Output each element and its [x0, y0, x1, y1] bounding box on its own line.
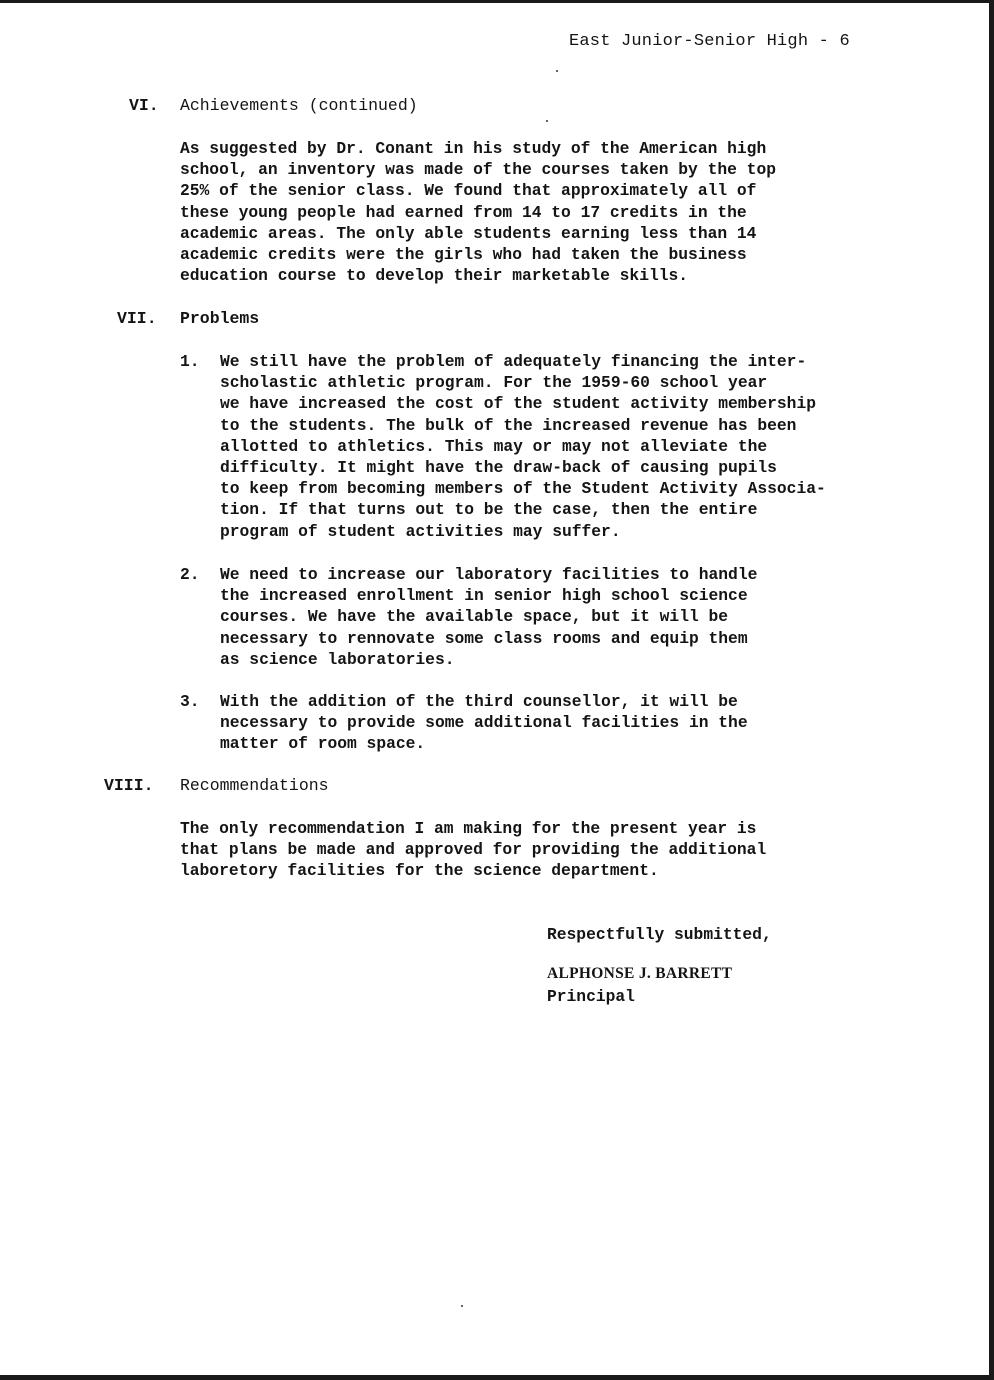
paragraph-line: these young people had earned from 14 to 17 credits in the — [180, 202, 747, 222]
paragraph-line: The only recommendation I am making for the present year is — [180, 819, 757, 838]
page-header: East Junior-Senior High - 6 — [569, 32, 850, 51]
paragraph-line: school, an inventory was made of the courses taken by the top — [180, 160, 776, 180]
page-edge-right — [989, 0, 994, 1380]
paragraph-line: academic areas. The only able students earning less than 14 — [180, 223, 757, 243]
scan-speck — [461, 1305, 463, 1307]
item-number: 2. — [180, 565, 200, 584]
page-edge-bottom — [0, 1375, 994, 1380]
section-number: VII. — [117, 309, 157, 328]
paragraph-line: 25% of the senior class. We found that approximately all of — [180, 181, 757, 201]
paragraph-line: that plans be made and approved for providing the additional — [180, 840, 767, 860]
item-number: 3. — [180, 692, 200, 711]
item-number: 1. — [180, 352, 200, 371]
item-line: we have increased the cost of the student activity membership — [220, 394, 816, 414]
scan-speck — [546, 120, 548, 122]
item-line: We need to increase our laboratory facilities to handle — [220, 565, 758, 584]
page-edge-top — [0, 0, 994, 3]
item-line: We still have the problem of adequately financing the inter- — [220, 352, 807, 371]
item-line: the increased enrollment in senior high school science — [220, 586, 748, 606]
paragraph-line: laboretory facilities for the science department. — [180, 861, 659, 881]
section-number: VI. — [129, 96, 159, 115]
section-title: Recommendations — [180, 776, 329, 795]
item-text — [220, 351, 826, 542]
scan-speck — [556, 70, 558, 72]
item-line: scholastic athletic program. For the 1959-60 school year — [220, 373, 768, 393]
paragraph-line: academic credits were the girls who had taken the business — [180, 245, 747, 265]
section-title: Problems — [180, 309, 260, 328]
item-text — [220, 564, 757, 670]
signer-title: Principal — [547, 987, 635, 1006]
item-line: program of student activities may suffer. — [220, 521, 621, 541]
signer-name: ALPHONSE J. BARRETT — [547, 965, 733, 982]
section-number: VIII. — [104, 776, 154, 795]
item-line: as science laboratories. — [220, 649, 455, 669]
paragraph-line: As suggested by Dr. Conant in his study of the American high — [180, 139, 767, 158]
item-line: to the students. The bulk of the increased revenue has been — [220, 415, 797, 435]
closing-line: Respectfully submitted, — [547, 925, 772, 944]
item-line: courses. We have the available space, but it will be — [220, 607, 729, 627]
paragraph-line: education course to develop their marketable skills. — [180, 266, 689, 286]
item-line: matter of room space. — [220, 734, 426, 754]
achievements-paragraph — [180, 138, 776, 286]
item-text — [220, 691, 748, 755]
item-line: necessary to provide some additional facilities in the — [220, 713, 748, 733]
section-title: Achievements (continued) — [180, 96, 418, 115]
item-line: necessary to rennovate some class rooms and equip them — [220, 628, 748, 648]
recommendations-paragraph — [180, 818, 766, 882]
item-line: tion. If that turns out to be the case, then the entire — [220, 500, 758, 520]
item-line: difficulty. It might have the draw-back of causing pupils — [220, 458, 777, 478]
item-line: to keep from becoming members of the Student Activity Associa- — [220, 479, 826, 499]
item-line: allotted to athletics. This may or may not alleviate the — [220, 436, 768, 456]
item-line: With the addition of the third counsellor, it will be — [220, 692, 738, 711]
